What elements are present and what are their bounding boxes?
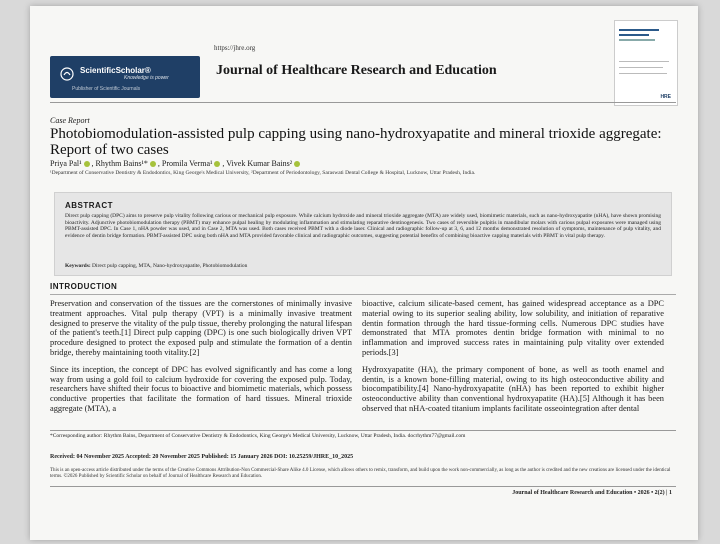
cover-badge: HRE	[660, 94, 671, 100]
publisher-logo-icon	[60, 67, 74, 81]
journal-title: Journal of Healthcare Research and Education	[216, 63, 497, 78]
introduction-heading: INTRODUCTION	[50, 282, 118, 291]
author-affiliations: ¹Department of Conservative Dentistry & Endodontics, King George's Medical University, ²Department of Periodontology, Saraswati Dental College & Hospital, Lucknow, Uttar Pradesh, India.	[50, 170, 476, 176]
body-paragraph: Preservation and conservation of the tissues are the cornerstones of minimally invasive treatment approaches. Vital pulp therapy (VPT) is a minimally invasive treatment designed to preserve the vitality of the pulp tissue, thereby prolonging the natural lifespan of the patient's teeth.[1] Direct pulp capping (DPC) is one such biologically driven VPT procedure designed to protect the exposed pulp and stimulate the formation of a dentin bridge, thereby maintaining tooth vitality.[2]	[50, 299, 352, 357]
body-paragraph: Hydroxyapatite (HA), the primary component of bone, as well as tooth enamel and dentin, is a known bone-filling material, owing to its high osteoconductive ability and biocompatibility.[4] Nano-hydroxyapatite (nHA) has been reported to exhibit higher osteoconductive ability than conventional hydroxyapatite (HA).[5] Although it has been observed that nHA-coated titanium implants facilitate osseointegration after dental	[362, 364, 664, 413]
abstract-heading: ABSTRACT	[65, 201, 113, 210]
orcid-icon[interactable]	[214, 161, 220, 167]
page-footer: Journal of Healthcare Research and Education • 2026 • 2(2) | 1	[512, 490, 672, 496]
author-name[interactable]: Rhythm Bains¹*	[95, 159, 148, 168]
keywords-label: Keywords:	[65, 263, 91, 269]
keywords-text: Direct pulp capping, MTA, Nano-hydroxyapatite, Photobiomodulation	[92, 263, 248, 269]
publisher-logo-block	[50, 56, 200, 98]
orcid-icon[interactable]	[84, 161, 90, 167]
body-column-right	[362, 299, 664, 421]
publisher-name: ScientificScholar®	[80, 66, 151, 75]
article-type: Case Report	[50, 116, 90, 125]
correspondence-divider	[50, 430, 676, 431]
publisher-subtitle: Publisher of Scientific Journals	[72, 86, 141, 92]
footer-divider	[50, 486, 676, 487]
orcid-icon[interactable]	[150, 161, 156, 167]
header-divider	[50, 102, 676, 103]
article-dates: Received: 04 November 2025 Accepted: 20 November 2025 Published: 15 January 2026 DOI: 10.25259/JHRE_10_2025	[50, 454, 354, 460]
section-divider	[50, 294, 676, 295]
body-column-left	[50, 299, 352, 421]
orcid-icon[interactable]	[294, 161, 300, 167]
author-name[interactable]: Promila Verma¹	[161, 159, 213, 168]
abstract-box	[54, 192, 672, 276]
article-title: Photobiomodulation-assisted pulp capping using nano-hydroxyapatite and mineral trioxide aggregate: Report of two cases	[50, 126, 662, 158]
body-paragraph: bioactive, calcium silicate-based cement, has gained widespread acceptance as a DPC material owing to its superior sealing ability, low solubility, and initiation of reparative dentin formation through the hard tissue-forming cells. Numerous DPC studies have demonstrated that MTA promotes dentin bridge formation with minimal to no inflammation and improved success rates in maintaining pulp vitality over extended periods.[3]	[362, 299, 664, 357]
corresponding-author: *Corresponding author: Rhythm Bains, Department of Conservative Dentistry & Endodontics, King George's Medical University, Lucknow, Uttar Pradesh, India. docrhythm77@gmail.com	[50, 433, 466, 439]
body-paragraph: Since its inception, the concept of DPC has evolved significantly and has come a long way from using a gold foil to calcium hydroxide for covering the exposed pulp. Today, researchers have shifted their focus to bioactive and biomimetic materials, which possess conductive properties that facilitate the formation of hard tissues. Mineral trioxide aggregate (MTA), a	[50, 364, 352, 413]
license-notice: This is an open-access article distributed under the terms of the Creative Commons Attribution-Non Commercial-Share Alike 4.0 License, which allows others to remix, transform, and build upon the work non-commercially, as long as the author is credited and the new creations are licensed under the identical terms. ©2026 Published by Scientific Scholar on behalf of Journal of Healthcare Research and Education.	[50, 468, 671, 479]
publisher-tagline: Knowledge is power	[124, 75, 169, 81]
abstract-text: Direct pulp capping (DPC) aims to preserve pulp vitality following carious or mechanical pulp exposure. While calcium hydroxide and mineral trioxide aggregate (MTA) are widely used, biomimetic materials, such as nano-hydroxyapatite (nHA), have shown promising bioactivity. Adjunctive photobiomodulation therapy (PBMT) may enhance pulpal healing by modulating inflammation and stimulating reparative dentinogenesis. Two cases of reversible pulpitis in mandibular molars with carious pulpal exposures were managed using PBMT-assisted DPC. In Case 1, nHA powder was used, and in Case 2, MTA was used. Both cases received PBMT with a diode laser. Clinical and radiographic follow-up at 3, 6, and 12 months demonstrated resolution of symptoms, maintenance of pulp vitality, and evidence of dentin bridge formation. PBMT-assisted DPC using both nHA and MTA provided favorable clinical and radiographic outcomes, suggesting potential benefits of combining bioactive capping materials with PBMT in vital pulp therapy.	[65, 213, 661, 239]
keywords-line	[65, 263, 661, 269]
author-list: Priya Pal¹ , Rhythm Bains¹* , Promila Verma¹ , Vivek Kumar Bains²	[50, 159, 302, 168]
journal-cover-thumbnail	[614, 20, 678, 106]
author-name[interactable]: Priya Pal¹	[50, 159, 82, 168]
journal-url[interactable]: https://jhre.org	[214, 44, 256, 52]
author-name[interactable]: Vivek Kumar Bains²	[226, 159, 293, 168]
article-page	[30, 6, 698, 540]
